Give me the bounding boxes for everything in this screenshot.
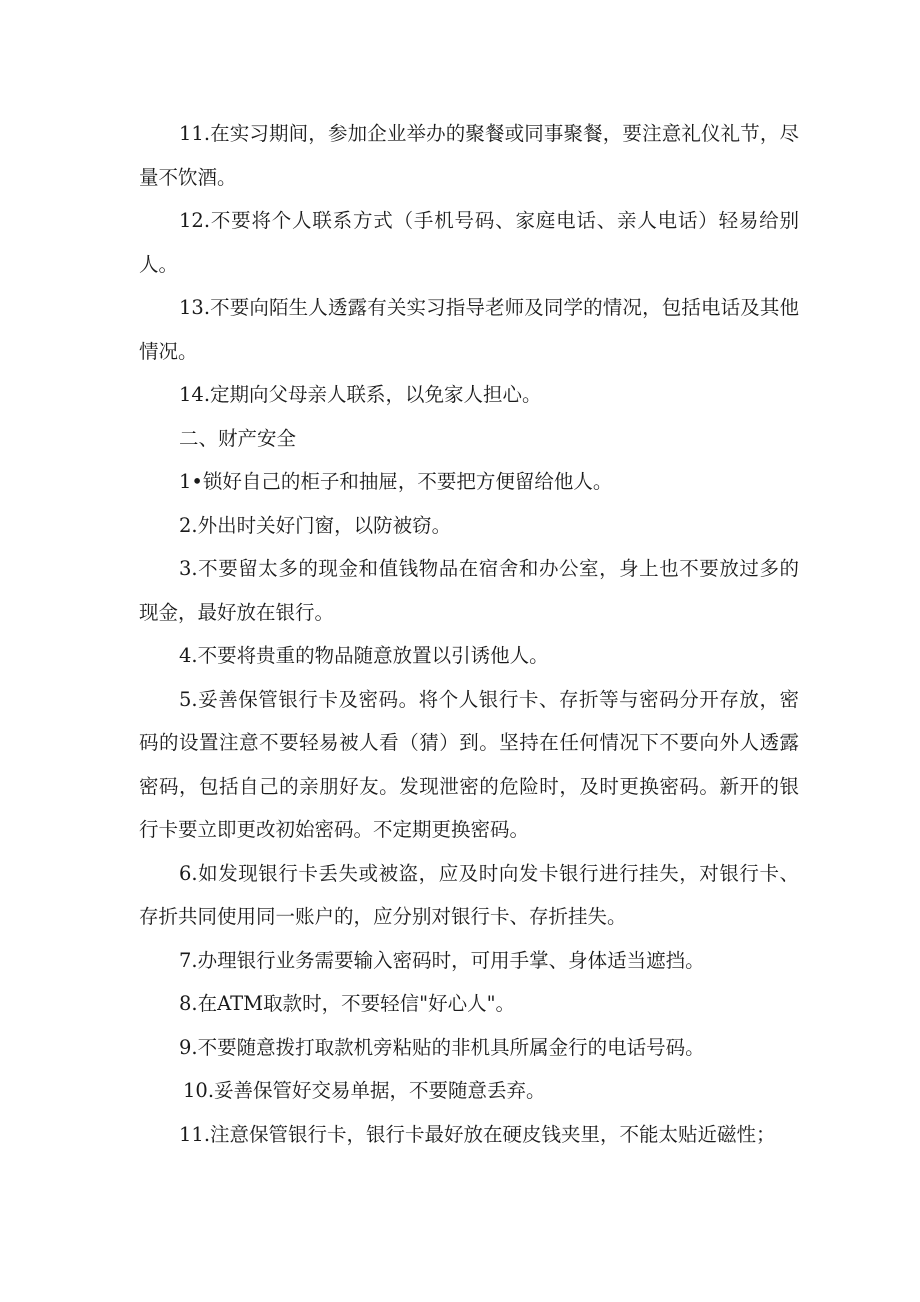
paragraph-12-contact-info: 12.不要将个人联系方式（手机号码、家庭电话、亲人电话）轻易给别人。 bbox=[139, 209, 799, 276]
paragraph-7-cover-password: 7.办理银行业务需要输入密码时，可用手掌、身体适当遮挡。 bbox=[179, 948, 705, 972]
paragraph-3-cash: 3.不要留太多的现金和值钱物品在宿舍和办公室，身上也不要放过多的现金，最好放在银行。 bbox=[139, 557, 799, 624]
paragraph-13-strangers: 13.不要向陌生人透露有关实习指导老师及同学的情况，包括电话及其他情况。 bbox=[139, 296, 799, 363]
paragraph-8-atm: 8.在ATM取款时，不要轻信"好心人"。 bbox=[179, 992, 516, 1015]
paragraph-11-dining: 11.在实习期间，参加企业举办的聚餐或同事聚餐，要注意礼仪礼节，尽量不饮酒。 bbox=[139, 122, 799, 189]
section-heading-property-safety: 二、财产安全 bbox=[179, 426, 297, 450]
paragraph-9-phone-numbers: 9.不要随意拨打取款机旁粘贴的非机具所属金行的电话号码。 bbox=[179, 1035, 705, 1059]
paragraph-4-valuables: 4.不要将贵重的物品随意放置以引诱他人。 bbox=[179, 644, 549, 667]
paragraph-10-receipts: 10.妥善保管好交易单据，不要随意丢弃。 bbox=[183, 1079, 546, 1102]
paragraph-14-contact-parents: 14.定期向父母亲人联系，以免家人担心。 bbox=[179, 383, 542, 406]
paragraph-2-close-doors: 2.外出时关好门窗，以防被窃。 bbox=[179, 513, 452, 537]
paragraph-5-bank-card-password: 5.妥善保管银行卡及密码。将个人银行卡、存折等与密码分开存放，密码的设置注意不要轻易被人看（猜）到。坚持在任何情况下不要向外人透露密码，包括自己的亲朋好友。发现泄密的危险时，及时更换密码。新开的银行卡要立即更改初始密码。不定期更换密码。 bbox=[139, 687, 799, 841]
paragraph-11-card-storage: 11.注意保管银行卡，银行卡最好放在硬皮钱夹里，不能太贴近磁性； bbox=[179, 1122, 776, 1146]
paragraph-6-card-lost: 6.如发现银行卡丢失或被盗，应及时向发卡银行进行挂失，对银行卡、存折共同使用同一账户的，应分别对银行卡、存折挂失。 bbox=[139, 861, 799, 928]
paragraph-1-lock-cabinet: 1•锁好自己的柜子和抽屉，不要把方便留给他人。 bbox=[179, 470, 613, 493]
document-body bbox=[139, 112, 799, 1156]
